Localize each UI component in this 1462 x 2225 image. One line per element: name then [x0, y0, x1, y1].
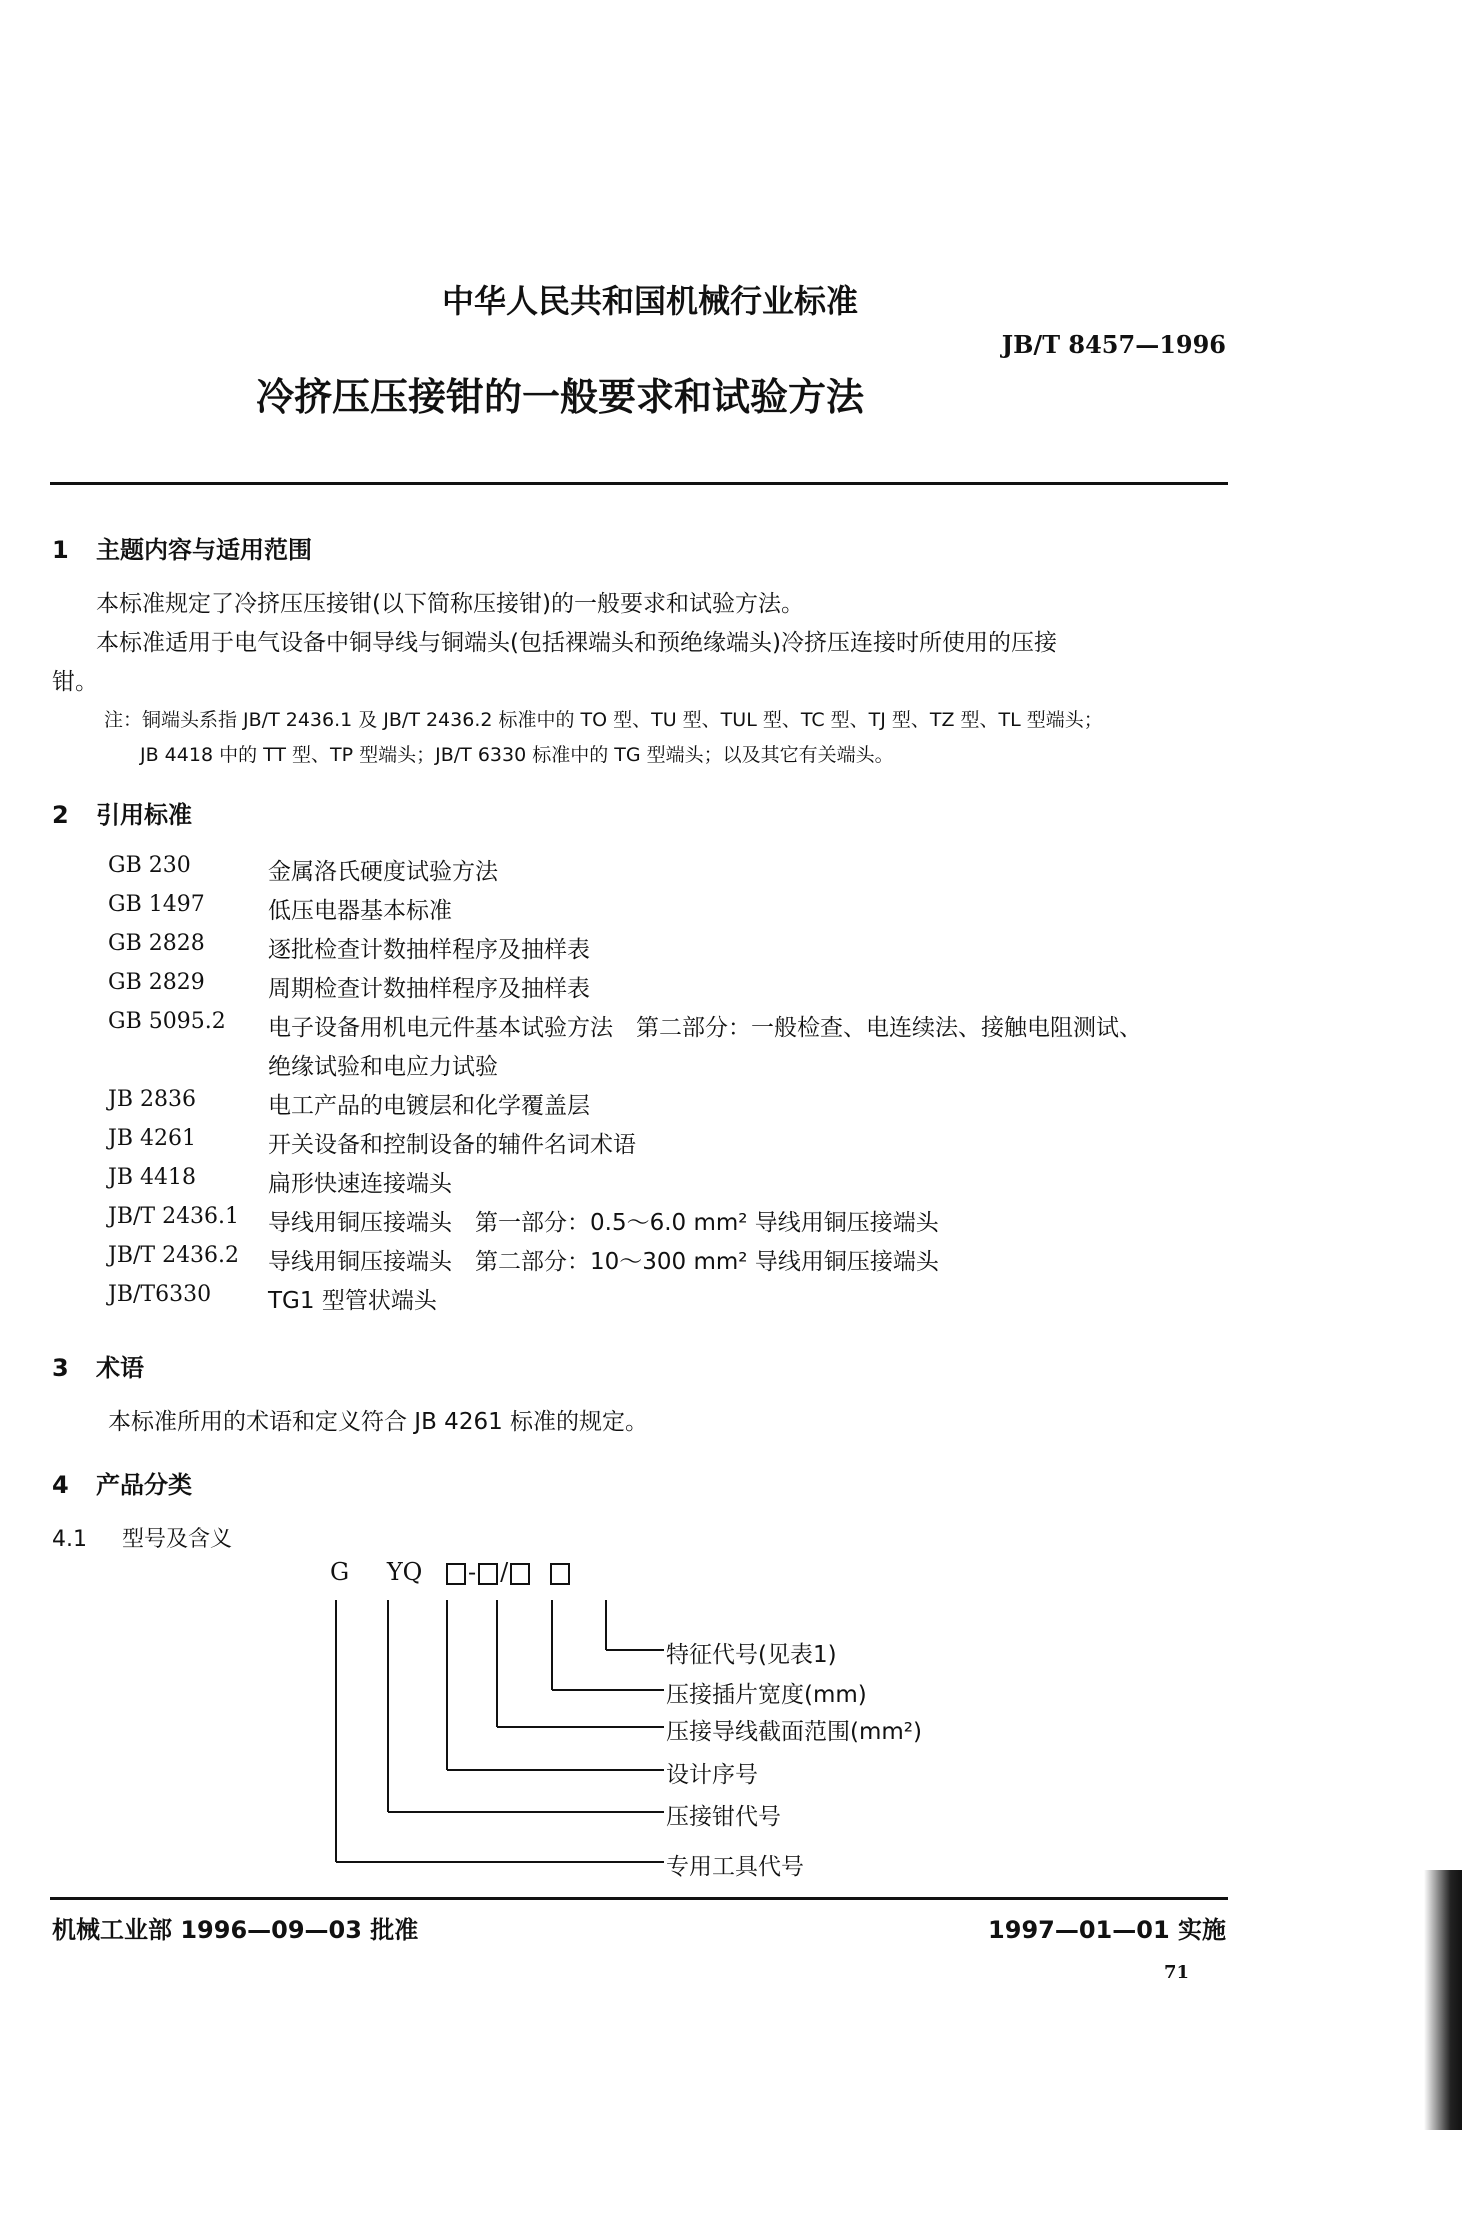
model-prefix-g: G — [330, 1558, 350, 1586]
reference-code: GB 5095.2 — [108, 1009, 226, 1034]
section-1-paragraph-1: 本标准规定了冷挤压压接钳(以下简称压接钳)的一般要求和试验方法。 — [96, 591, 804, 617]
page-number: 71 — [1164, 1962, 1190, 1983]
section-3-title: 术语 — [96, 1354, 144, 1382]
reference-title: 逐批检查计数抽样程序及抽样表 — [268, 937, 590, 963]
reference-title: 导线用铜压接端头 第二部分：10～300 mm² 导线用铜压接端头 — [268, 1249, 939, 1275]
reference-code: GB 1497 — [108, 892, 205, 917]
reference-code: JB 2836 — [108, 1087, 196, 1112]
reference-title: 导线用铜压接端头 第一部分：0.5～6.0 mm² 导线用铜压接端头 — [268, 1210, 939, 1236]
model-slash: / — [500, 1558, 509, 1586]
reference-code: JB 4418 — [108, 1165, 196, 1190]
footer-rule — [50, 1897, 1228, 1900]
model-prefix-yq: YQ — [386, 1558, 423, 1586]
section-1-number: 1 — [52, 536, 69, 564]
approval-date: 机械工业部 1996—09—03 批准 — [52, 1916, 419, 1944]
document-title: 冷挤压压接钳的一般要求和试验方法 — [255, 375, 864, 419]
reference-title: 低压电器基本标准 — [268, 898, 452, 924]
model-label-design-serial: 设计序号 — [666, 1762, 758, 1788]
reference-code: JB/T 2436.1 — [108, 1204, 240, 1229]
issuing-organization: 中华人民共和国机械行业标准 — [441, 282, 858, 320]
subsection-4-1-title: 型号及含义 — [122, 1527, 233, 1552]
section-1-paragraph-2-continued: 钳。 — [52, 669, 98, 695]
section-3-paragraph: 本标准所用的术语和定义符合 JB 4261 标准的规定。 — [108, 1409, 649, 1435]
reference-code: JB 4261 — [108, 1126, 196, 1151]
reference-code: JB/T 2436.2 — [108, 1243, 240, 1268]
section-4-title: 产品分类 — [96, 1471, 192, 1499]
section-1-note-line-1: 注：铜端头系指 JB/T 2436.1 及 JB/T 2436.2 标准中的 TO 型、TU 型、TUL 型、TC 型、TJ 型、TZ 型、TL 型端头； — [104, 709, 1103, 731]
section-1-title: 主题内容与适用范围 — [96, 536, 312, 564]
model-label-tab-width: 压接插片宽度(mm) — [666, 1682, 867, 1708]
effective-date: 1997—01—01 实施 — [988, 1916, 1226, 1944]
reference-title: 扁形快速连接端头 — [268, 1171, 452, 1197]
section-1-paragraph-2: 本标准适用于电气设备中铜导线与铜端头(包括裸端头和预绝缘端头)冷挤压连接时所使用的压接 — [96, 630, 1057, 656]
reference-title: 绝缘试验和电应力试验 — [268, 1054, 498, 1080]
reference-code: GB 2829 — [108, 970, 205, 995]
reference-title: 周期检查计数抽样程序及抽样表 — [268, 976, 590, 1002]
model-dash: - — [467, 1558, 477, 1586]
standard-code: JB/T 8457—1996 — [1001, 330, 1226, 359]
section-1-note-line-2: JB 4418 中的 TT 型、TP 型端头；JB/T 6330 标准中的 TG 型端头；以及其它有关端头。 — [140, 744, 894, 766]
reference-title: 电子设备用机电元件基本试验方法 第二部分：一般检查、电连续法、接触电阻测试、 — [268, 1015, 1142, 1041]
reference-title: 电工产品的电镀层和化学覆盖层 — [268, 1093, 590, 1119]
section-4-number: 4 — [52, 1471, 69, 1499]
reference-title: TG1 型管状端头 — [268, 1288, 437, 1314]
subsection-4-1-number: 4.1 — [52, 1527, 87, 1552]
section-2-title: 引用标准 — [96, 801, 192, 829]
section-2-number: 2 — [52, 801, 69, 829]
model-label-crimper-code: 压接钳代号 — [666, 1804, 781, 1830]
reference-code: JB/T6330 — [108, 1282, 212, 1307]
reference-title: 开关设备和控制设备的辅件名词术语 — [268, 1132, 636, 1158]
reference-title: 金属洛氏硬度试验方法 — [268, 859, 498, 885]
reference-code: GB 2828 — [108, 931, 205, 956]
model-label-feature-code: 特征代号(见表1) — [666, 1642, 837, 1668]
reference-code: GB 230 — [108, 853, 191, 878]
model-label-cross-section: 压接导线截面范围(mm²) — [666, 1719, 922, 1745]
section-3-number: 3 — [52, 1354, 69, 1382]
model-label-special-tool: 专用工具代号 — [666, 1854, 804, 1880]
scan-edge-shadow — [1424, 1870, 1462, 2130]
